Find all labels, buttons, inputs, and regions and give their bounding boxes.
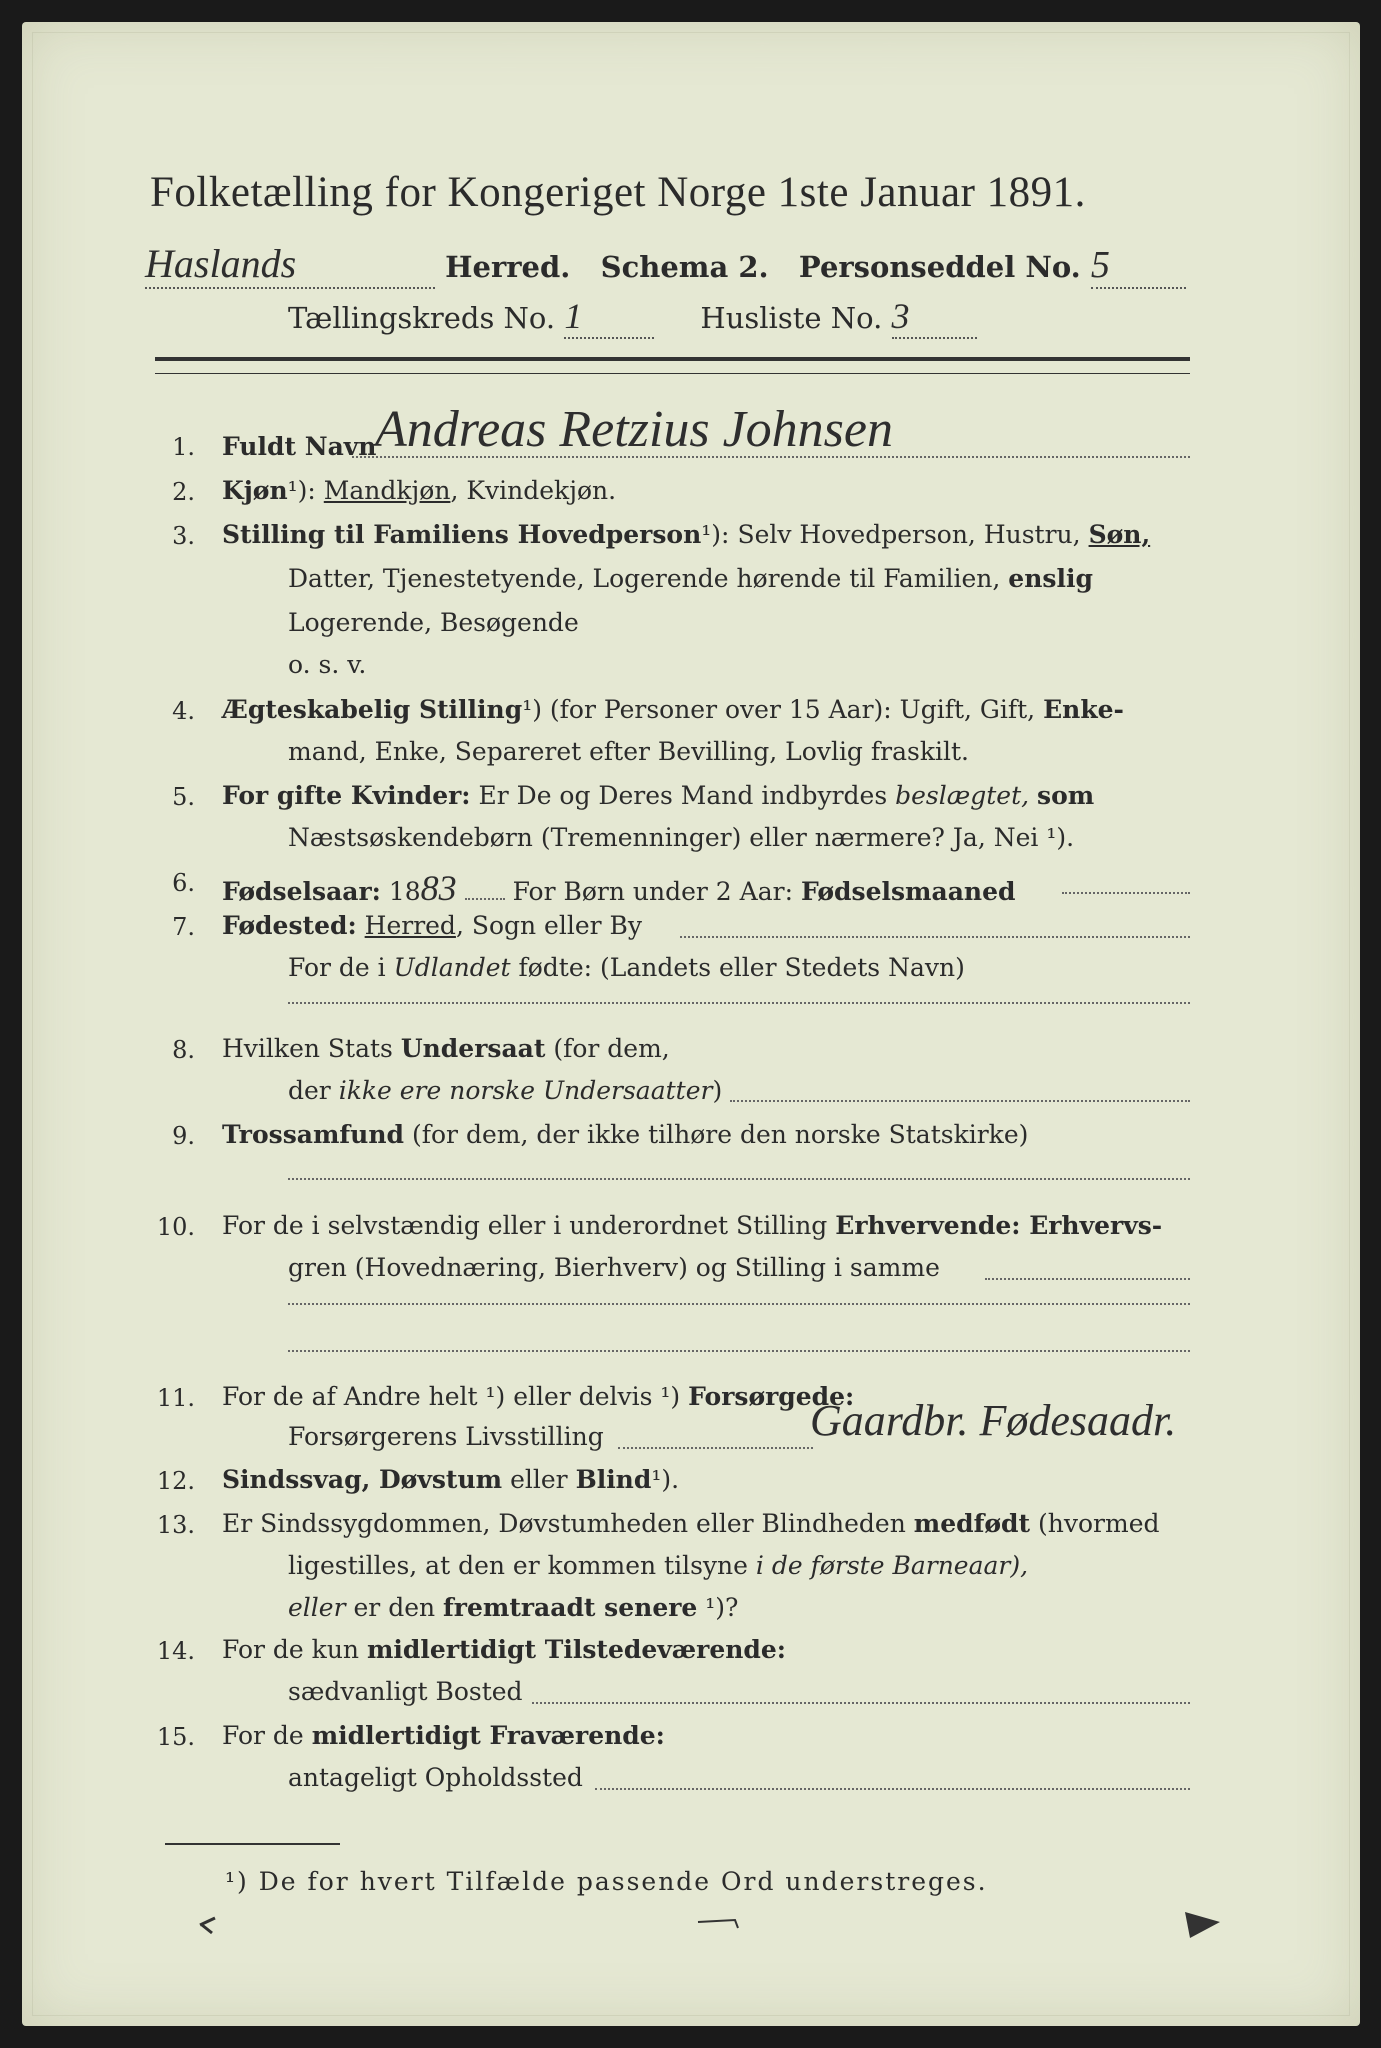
- item-label: Undersaat: [400, 1034, 546, 1063]
- item-label: Fuldt Navn: [222, 432, 377, 461]
- kreds-label: Tællingskreds No.: [288, 301, 556, 335]
- item-text: fødte: (Landets eller Stedets Navn): [518, 953, 965, 982]
- item-text: eller: [288, 1593, 346, 1622]
- item-label: Fødselsmaaned: [800, 877, 1016, 906]
- item-text: Er Sindssygdommen, Døvstumheden eller Blindheden: [222, 1509, 906, 1538]
- full-name-answer[interactable]: Andreas Retzius Johnsen: [375, 401, 893, 458]
- item-number: 12.: [156, 1467, 195, 1495]
- item-8-citizenship: [222, 1034, 670, 1063]
- item-9-religion: [222, 1120, 1028, 1149]
- answer-line: [352, 456, 1190, 458]
- personseddel-no-field[interactable]: 5: [1091, 243, 1186, 289]
- item-text: For de i selvstændig eller i underordnet Stilling: [222, 1211, 828, 1240]
- item-number: 9.: [172, 1122, 195, 1150]
- item-label: Fødselsaar:: [222, 877, 381, 906]
- item-12-disability: [222, 1465, 679, 1494]
- item-label: Sindssvag, Døvstum: [222, 1465, 503, 1494]
- pen-mark-right: [1185, 1912, 1220, 1938]
- kreds-line: [288, 295, 977, 339]
- option-selected[interactable]: Søn,: [1088, 520, 1151, 549]
- answer-line[interactable]: [288, 1303, 1190, 1305]
- item-label: medfødt: [913, 1509, 1031, 1538]
- item-14-temporary-present: [222, 1635, 786, 1664]
- form-title: Folketælling for Kongeriget Norge 1ste Januar 1891.: [150, 169, 1086, 216]
- option-text[interactable]: Selv Hovedperson, Hustru,: [737, 520, 1081, 549]
- header-rule-thick: [155, 357, 1190, 361]
- birth-year-answer[interactable]: 83: [420, 868, 457, 908]
- item-3-cont: [288, 564, 1093, 593]
- item-3-position: [222, 520, 1150, 549]
- item-13-cont2: [288, 1593, 738, 1622]
- item-number: 4.: [172, 697, 195, 725]
- item-number: 8.: [172, 1036, 195, 1064]
- item-5-married-women: [222, 781, 1094, 810]
- item-label: For gifte Kvinder:: [222, 781, 471, 810]
- pen-marks: [190, 1900, 1240, 1950]
- item-number: 10.: [156, 1213, 195, 1241]
- answer-line: [680, 936, 1190, 938]
- pen-mark-left: [200, 1918, 215, 1933]
- item-text: (for dem,: [553, 1034, 670, 1063]
- item-text: ligestilles, at den er kommen tilsyne: [288, 1551, 748, 1580]
- item-text: For de af Andre helt ¹) eller delvis ¹): [222, 1382, 681, 1411]
- option-text[interactable]: , Sogn eller By: [455, 911, 643, 940]
- item-label: Erhvervende: Erhvervs-: [835, 1211, 1163, 1240]
- option-text[interactable]: Datter, Tjenestetyende, Logerende hørende til Familien,: [288, 564, 1001, 593]
- item-number: 11.: [156, 1384, 195, 1412]
- item-text: (hvormed: [1038, 1509, 1160, 1538]
- item-text: For de i: [288, 953, 386, 982]
- item-text: Hvilken Stats: [222, 1034, 393, 1063]
- year-prefix: 18: [388, 877, 421, 906]
- item-text: Er De og Deres Mand indbyrdes: [478, 781, 888, 810]
- item-text: Forsørgerens Livsstilling: [288, 1422, 604, 1451]
- answer-line[interactable]: [730, 1100, 1190, 1102]
- item-label: Forsørgede:: [688, 1382, 855, 1411]
- header-rule-thin: [155, 373, 1190, 374]
- item-text: For de kun: [222, 1635, 360, 1664]
- item-13-cont: [288, 1551, 1028, 1580]
- answer-line: [1062, 892, 1190, 894]
- item-number: 7.: [172, 913, 195, 941]
- item-label: Fødested:: [222, 911, 357, 940]
- item-text: i de første Barneaar),: [755, 1551, 1029, 1580]
- husliste-label: Husliste No.: [700, 301, 883, 335]
- item-label: Trossamfund: [222, 1120, 405, 1149]
- answer-line[interactable]: [288, 1002, 1190, 1004]
- option-selected[interactable]: Herred: [364, 911, 456, 940]
- item-text: Udlandet: [393, 953, 511, 982]
- footnote-ref: ¹):: [287, 476, 316, 505]
- item-text: som: [1037, 781, 1095, 810]
- item-text: er den: [353, 1593, 436, 1622]
- item-8-cont: der ikke ere norske Undersaatter): [288, 1076, 723, 1105]
- item-number: 13.: [156, 1511, 195, 1539]
- footnote-ref: ¹).: [651, 1465, 680, 1494]
- item-label: midlertidigt Fraværende:: [311, 1721, 665, 1750]
- option-text[interactable]: , Kvindekjøn.: [450, 476, 617, 505]
- herred-label: Herred.: [445, 250, 571, 284]
- item-number: 6.: [172, 869, 195, 897]
- item-text: sædvanligt Bosted: [288, 1677, 523, 1706]
- item-text: eller: [510, 1465, 568, 1494]
- schema-label: Schema 2.: [600, 250, 769, 284]
- item-text: gren (Hovednæring, Bierhverv) og Stilling i samme: [288, 1253, 940, 1282]
- answer-line[interactable]: [985, 1278, 1190, 1280]
- option-text[interactable]: ¹) (for Personer over 15 Aar): Ugift, Gift,: [522, 695, 1036, 724]
- footnote-ref: ¹)?: [705, 1593, 739, 1622]
- option-text[interactable]: Enke-: [1043, 695, 1124, 724]
- item-10-occupation: [222, 1211, 1162, 1240]
- item-number: 3.: [172, 522, 195, 550]
- personseddel-label: Personseddel No.: [798, 250, 1081, 284]
- item-text: der: [288, 1076, 331, 1105]
- item-number: 1.: [172, 433, 195, 461]
- footnote-ref: ¹):: [701, 520, 730, 549]
- item-number: 5.: [172, 783, 195, 811]
- husliste-no-field[interactable]: 3: [892, 295, 977, 339]
- item-2-sex: [222, 476, 616, 505]
- item-7-birthplace: [222, 911, 642, 940]
- item-text: For de: [222, 1721, 304, 1750]
- item-7-foreign: [288, 953, 965, 982]
- item-label: Ægteskabelig Stilling: [222, 695, 523, 724]
- option-text[interactable]: Logerende, Besøgende: [288, 608, 579, 637]
- option-text[interactable]: mand, Enke, Separeret efter Bevilling, Lovlig fraskilt.: [288, 737, 969, 766]
- supporter-occupation-answer[interactable]: Gaardbr. Fødesaadr.: [810, 1396, 1177, 1445]
- item-label: Blind: [575, 1465, 652, 1494]
- item-text: beslægtet,: [895, 781, 1030, 810]
- option-selected[interactable]: Mandkjøn: [323, 476, 451, 505]
- answer-line[interactable]: [288, 1178, 1190, 1180]
- option-text: o. s. v.: [288, 650, 367, 679]
- kreds-no-field[interactable]: 1: [564, 295, 654, 339]
- item-label: Stilling til Familiens Hovedperson: [222, 520, 702, 549]
- item-text: ikke ere norske Undersaatter: [338, 1076, 713, 1105]
- answer-line[interactable]: [288, 1350, 1190, 1352]
- item-text: For Børn under 2 Aar:: [512, 877, 793, 906]
- herred-line: [145, 240, 1186, 289]
- item-number: 14.: [156, 1637, 195, 1665]
- item-6-birth-year: [222, 867, 1015, 909]
- item-label: midlertidigt Tilstedeværende:: [366, 1635, 787, 1664]
- item-11-supported: [222, 1382, 854, 1411]
- answer-line: [618, 1447, 813, 1449]
- footnote: ¹) De for hvert Tilfælde passende Ord understreges.: [225, 1867, 988, 1896]
- item-label: fremtraadt senere: [443, 1593, 698, 1622]
- footnote-rule: [165, 1843, 340, 1845]
- answer-line[interactable]: [595, 1788, 1190, 1790]
- item-4-marital: [222, 695, 1124, 724]
- herred-name-field[interactable]: Haslands: [145, 240, 435, 289]
- item-15-temporary-absent: [222, 1721, 665, 1750]
- item-text: antageligt Opholdssted: [288, 1763, 583, 1792]
- item-13-congenital: [222, 1509, 1160, 1538]
- item-text: (for dem, der ikke tilhøre den norske Statskirke): [411, 1120, 1029, 1149]
- item-number: 15.: [156, 1723, 195, 1751]
- item-number: 2.: [172, 478, 195, 506]
- pen-mark-middle: [698, 1920, 738, 1928]
- option-text[interactable]: enslig: [1008, 564, 1093, 593]
- item-label: Kjøn: [222, 476, 288, 505]
- item-text[interactable]: Næstsøskendebørn (Tremenninger) eller nærmere? Ja, Nei ¹).: [288, 823, 1075, 852]
- answer-line[interactable]: [532, 1702, 1190, 1704]
